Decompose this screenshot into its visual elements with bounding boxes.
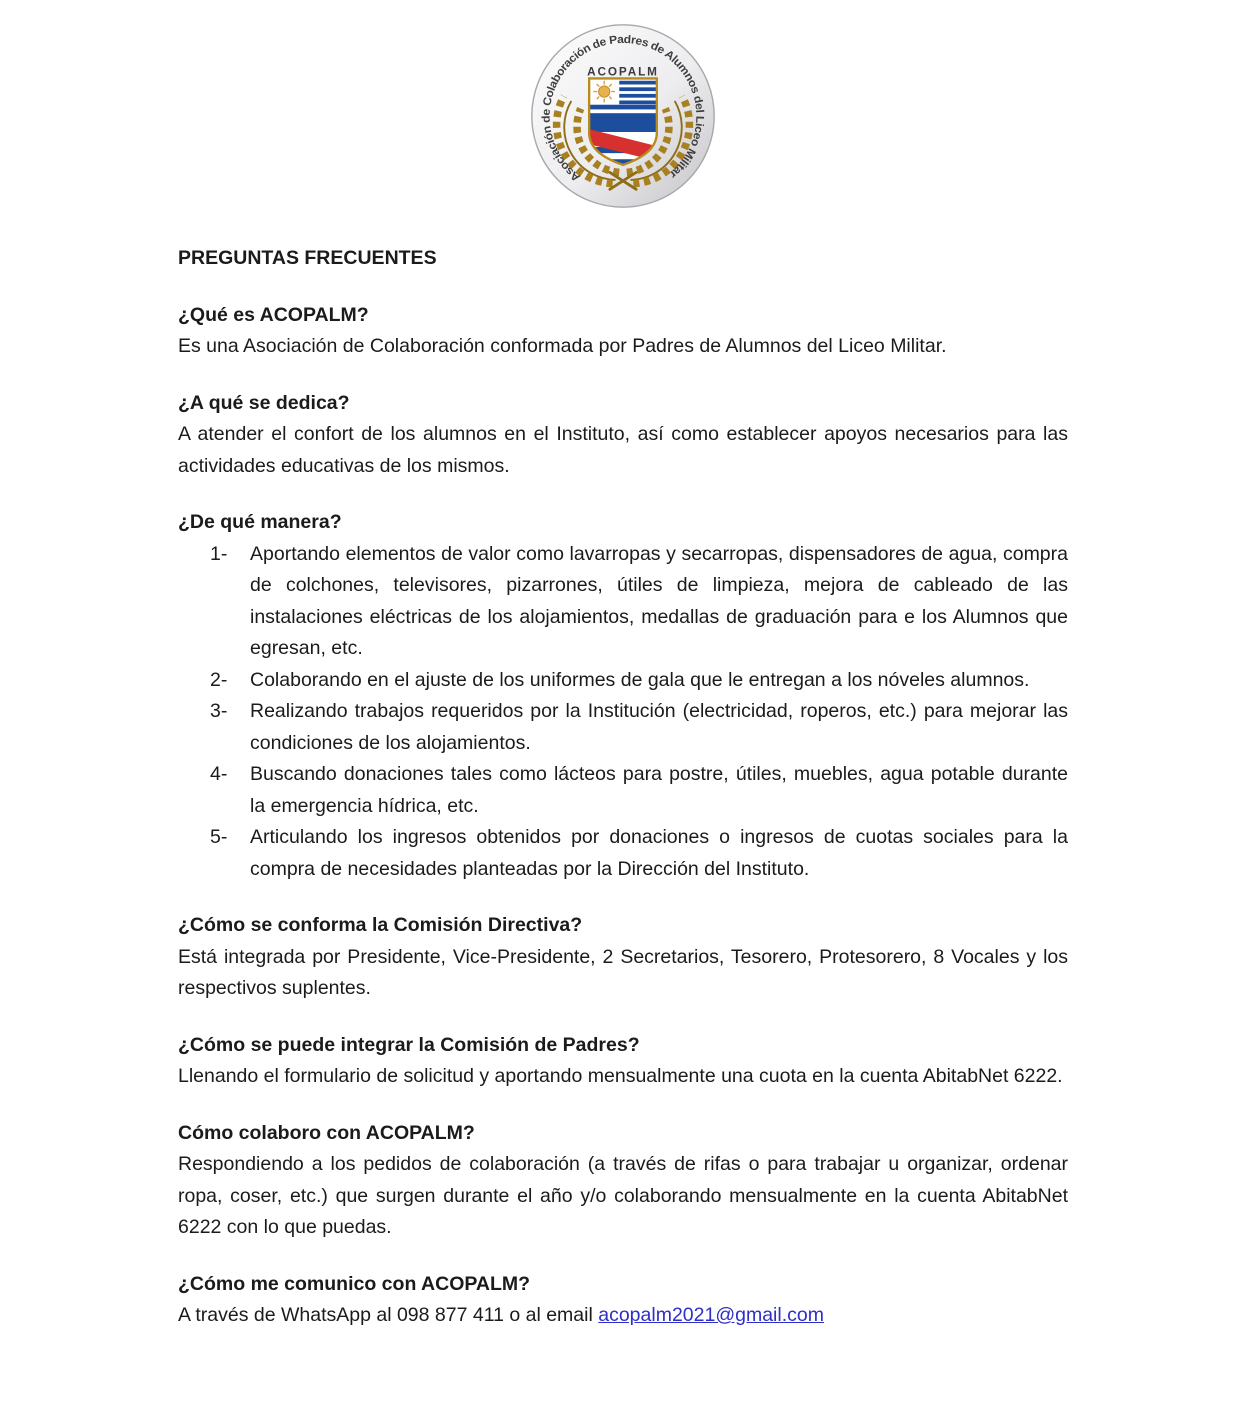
list-item (210, 696, 1068, 759)
section-como-me-comunico (178, 1269, 1068, 1332)
answer-text: Respondiendo a los pedidos de colaboración (a través de rifas o para trabajar u organizar, ordenar ropa, coser, etc.) que surgen durante el año y/o colaborando mensualmente en la cuenta AbitabNet 6222 con lo que puedas. (178, 1153, 1068, 1238)
acopalm-seal-icon (529, 22, 717, 210)
seal-ring-text: Asociación de Colaboración de Padres de Alumnos del Liceo Militar (540, 33, 706, 184)
list-item-number: 4- (210, 763, 228, 785)
acopalm-logo (529, 22, 717, 210)
question-heading: ¿De qué manera? (178, 511, 342, 533)
question-heading: ¿Cómo me comunico con ACOPALM? (178, 1272, 531, 1295)
list-item-number: 1- (210, 542, 228, 565)
section-que-es-acopalm (178, 300, 1068, 363)
list-item (210, 665, 1068, 697)
list-item-number: 3- (210, 700, 228, 722)
list-item (210, 539, 1068, 665)
list-item-text: Articulando los ingresos obtenidos por donaciones o ingresos de cuotas sociales para la compra de necesidades planteadas por la Dirección del Instituto. (250, 826, 1068, 880)
uruguay-shield-icon (589, 78, 657, 166)
list-item-text: Buscando donaciones tales como lácteos para postre, útiles, muebles, agua potable durante la emergencia hídrica, etc. (250, 763, 1068, 817)
answer-text: Está integrada por Presidente, Vice-Presidente, 2 Secretarios, Tesorero, Protesorero, 8 Vocales y los respectivos suplentes. (178, 945, 1068, 999)
section-comision-directiva (178, 910, 1068, 1005)
contact-text: A través de WhatsApp al 098 877 411 o al email (178, 1304, 599, 1326)
manera-list (178, 539, 1068, 886)
list-item (210, 822, 1068, 885)
answer-text: A atender el confort de los alumnos en el Instituto, así como establecer apoyos necesarios para las actividades educativas de los mismos. (178, 423, 1068, 477)
list-item-number: 2- (210, 668, 228, 691)
answer-text: Es una Asociación de Colaboración conformada por Padres de Alumnos del Liceo Militar. (178, 335, 947, 357)
list-item-number: 5- (210, 826, 228, 848)
section-como-colaboro (178, 1118, 1068, 1244)
page-title: PREGUNTAS FRECUENTES (178, 247, 437, 269)
question-heading: Cómo colaboro con ACOPALM? (178, 1121, 475, 1144)
section-integrar-comision-padres (178, 1030, 1068, 1093)
list-item-text: Aportando elementos de valor como lavarropas y secarropas, dispensadores de agua, compra de colchones, televisores, pizarrones, útiles de limpieza, mejora de cableado de las instalaciones eléctricas de los alojamientos, medallas de graduación para e los Alumnos que egresan, etc. (250, 542, 1068, 659)
list-item-text: Colaborando en el ajuste de los uniformes de gala que le entregan a los nóveles alumnos. (250, 668, 1030, 691)
question-heading: ¿Cómo se conforma la Comisión Directiva? (178, 914, 583, 936)
list-item (210, 759, 1068, 822)
answer-text (178, 1300, 1068, 1332)
question-heading: ¿A qué se dedica? (178, 391, 350, 414)
answer-text: Llenando el formulario de solicitud y aportando mensualmente una cuota en la cuenta AbitabNet 6222. (178, 1065, 1063, 1087)
email-link[interactable]: acopalm2021@gmail.com (598, 1304, 824, 1326)
question-heading: ¿Cómo se puede integrar la Comisión de Padres? (178, 1033, 640, 1056)
list-item-text: Realizando trabajos requeridos por la Institución (electricidad, roperos, etc.) para mejorar las condiciones de los alojamientos. (250, 700, 1068, 754)
section-a-que-se-dedica (178, 388, 1068, 483)
question-heading: ¿Qué es ACOPALM? (178, 303, 369, 326)
section-de-que-manera (178, 507, 1068, 885)
seal-acronym-text: ACOPALM (587, 65, 659, 79)
